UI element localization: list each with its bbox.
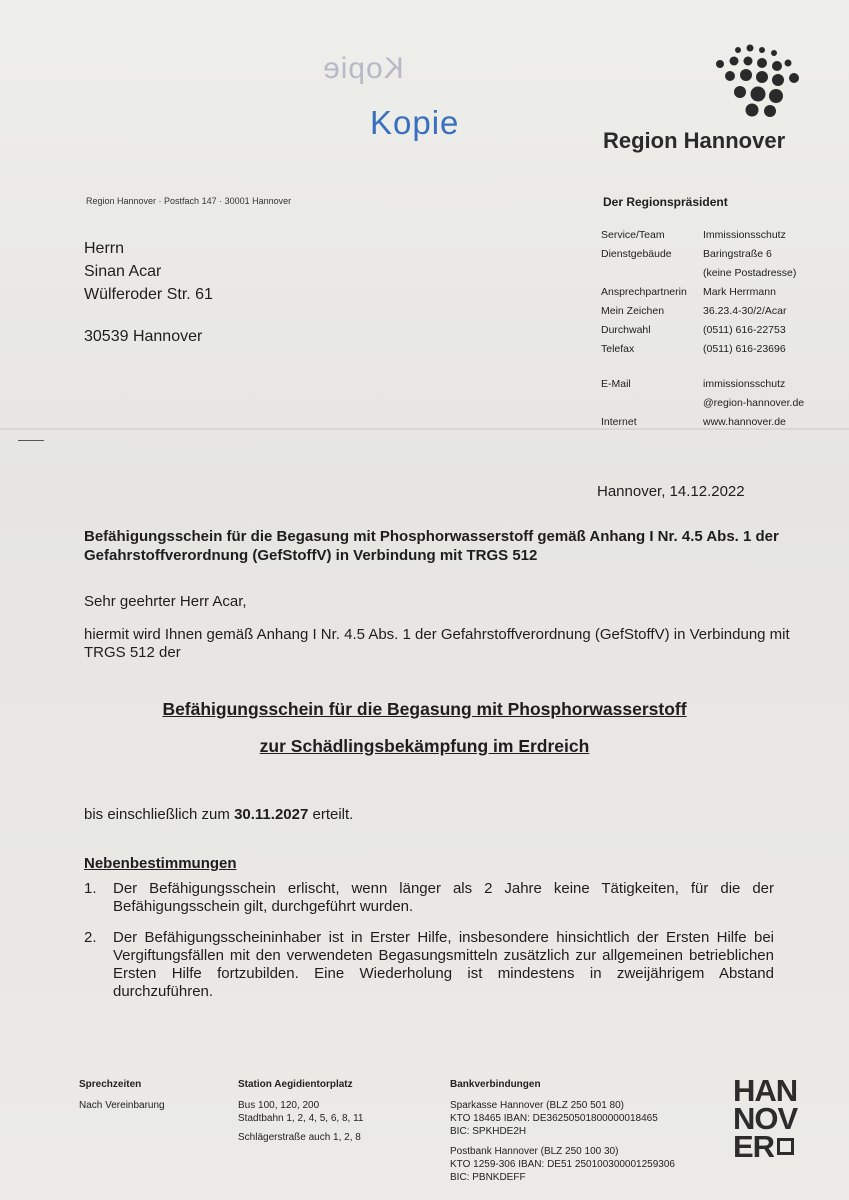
logo-square-icon <box>777 1138 794 1155</box>
validity-suffix: erteilt. <box>308 806 354 823</box>
validity-prefix: bis einschließlich zum <box>84 806 235 823</box>
list-item <box>84 929 774 1001</box>
bank-heading: Bankverbindungen <box>450 1079 541 1090</box>
footer-hours <box>79 1078 165 1112</box>
conditions-list <box>84 880 774 1014</box>
phone-value: (0511) 616-22753 <box>703 324 786 336</box>
email-value-1: immissionsschutz <box>703 378 786 390</box>
certificate-title-1: Befähigungsschein für die Begasung mit Phosphorwasserstoff <box>162 699 687 719</box>
reference-value: 36.23.4-30/2/Acar <box>703 305 787 317</box>
mirrored-stamp: Kopie <box>322 52 404 85</box>
hannover-city-logo <box>733 1073 798 1164</box>
building-value: Baringstraße 6 <box>703 248 772 260</box>
list-item-number: 2. <box>84 929 97 946</box>
web-value: www.hannover.de <box>703 416 786 428</box>
fax-value: (0511) 616-23696 <box>703 343 786 355</box>
fax-label: Telefax <box>601 343 635 355</box>
fold-mark <box>18 440 44 441</box>
recipient-address <box>84 237 213 348</box>
kopie-stamp: Kopie <box>370 104 460 141</box>
bank2-name: Postbank Hannover (BLZ 250 100 30) <box>450 1146 619 1157</box>
phone-label: Durchwahl <box>601 324 651 336</box>
validity-line <box>84 806 353 823</box>
contact-person-label: Ansprechpartnerin <box>601 286 687 298</box>
hours-value: Nach Vereinbarung <box>79 1100 165 1111</box>
subject-line: Befähigungsschein für die Begasung mit Phosphorwasserstoff gemäß Anhang I Nr. 4.5 Abs. 1 der Gefahrstoffverordnung (GefStoffV) in Verbindung mit TRGS 512 <box>84 528 779 564</box>
station-heading: Station Aegidientorplatz <box>238 1079 353 1090</box>
bank2-bic: BIC: PBNKDEFF <box>450 1172 526 1183</box>
city-logo-line-2: NOV <box>733 1101 798 1136</box>
list-item-text: Der Befähigungsscheininhaber ist in Erster Hilfe, insbesondere hinsichtlich der Ersten Hilfe bei Vergiftungsfällen mit den verwendeten Begasungsmitteln zusätzlich zur allgemeinen betrieblichen Ersten Hilfe fortzubilden. Eine Wiederholung ist mindestens in zweijährigem Abstand durchzuführen. <box>113 929 774 1000</box>
bank1-bic: BIC: SPKHDE2H <box>450 1126 527 1137</box>
greeting: Sehr geehrter Herr Acar, <box>84 593 247 610</box>
bank1-account: KTO 18465 IBAN: DE36250501800000018465 <box>450 1113 658 1124</box>
region-hannover-logo-text: Region Hannover <box>603 128 786 153</box>
validity-date: 30.11.2027 <box>234 806 309 823</box>
service-value: Immissionsschutz <box>703 229 786 241</box>
station-street: Schlägerstraße auch 1, 2, 8 <box>238 1132 361 1143</box>
bank2-account: KTO 1259-306 IBAN: DE51 250100300001259306 <box>450 1159 675 1170</box>
sender-title: Der Regionspräsident <box>603 195 728 209</box>
list-item-number: 1. <box>84 880 97 897</box>
return-address: Region Hannover · Postfach 147 · 30001 Hannover <box>86 196 292 206</box>
list-item-text: Der Befähigungsschein erlischt, wenn länger als 2 Jahre keine Tätigkeiten, für die der Befähigungsschein gilt, durchgeführt wurden. <box>113 880 774 915</box>
recipient-city: 30539 Hannover <box>84 328 203 345</box>
station-tram: Stadtbahn 1, 2, 4, 5, 6, 8, 11 <box>238 1113 364 1124</box>
contact-block <box>601 226 804 432</box>
recipient-name: Sinan Acar <box>84 263 162 280</box>
recipient-salutation: Herrn <box>84 240 125 257</box>
certificate-title-2: zur Schädlingsbekämpfung im Erdreich <box>259 736 590 756</box>
footer-station <box>238 1078 363 1144</box>
email-label: E-Mail <box>601 378 631 390</box>
hours-heading: Sprechzeiten <box>79 1079 142 1090</box>
building-note: (keine Postadresse) <box>703 267 797 279</box>
contact-person-value: Mark Herrmann <box>703 286 776 298</box>
reference-label: Mein Zeichen <box>601 305 665 317</box>
letter-date: Hannover, 14.12.2022 <box>597 483 745 500</box>
building-label: Dienstgebäude <box>601 248 672 260</box>
bank1-name: Sparkasse Hannover (BLZ 250 501 80) <box>450 1100 624 1111</box>
email-value-2: @region-hannover.de <box>703 397 805 409</box>
conditions-heading: Nebenbestimmungen <box>84 855 237 872</box>
list-item <box>84 880 774 916</box>
region-hannover-dots-icon <box>708 44 804 118</box>
intro-paragraph: hiermit wird Ihnen gemäß Anhang I Nr. 4.5 Abs. 1 der Gefahrstoffverordnung (GefStoffV) in Verbindung mit TRGS 512 der <box>84 626 790 661</box>
footer-banks <box>450 1078 720 1184</box>
city-logo-line-1: HAN <box>733 1073 798 1108</box>
station-bus: Bus 100, 120, 200 <box>238 1100 320 1111</box>
service-label: Service/Team <box>601 229 665 241</box>
web-label: Internet <box>601 416 637 428</box>
city-logo-line-3: ER <box>733 1129 775 1164</box>
recipient-street: Wülferoder Str. 61 <box>84 286 213 303</box>
